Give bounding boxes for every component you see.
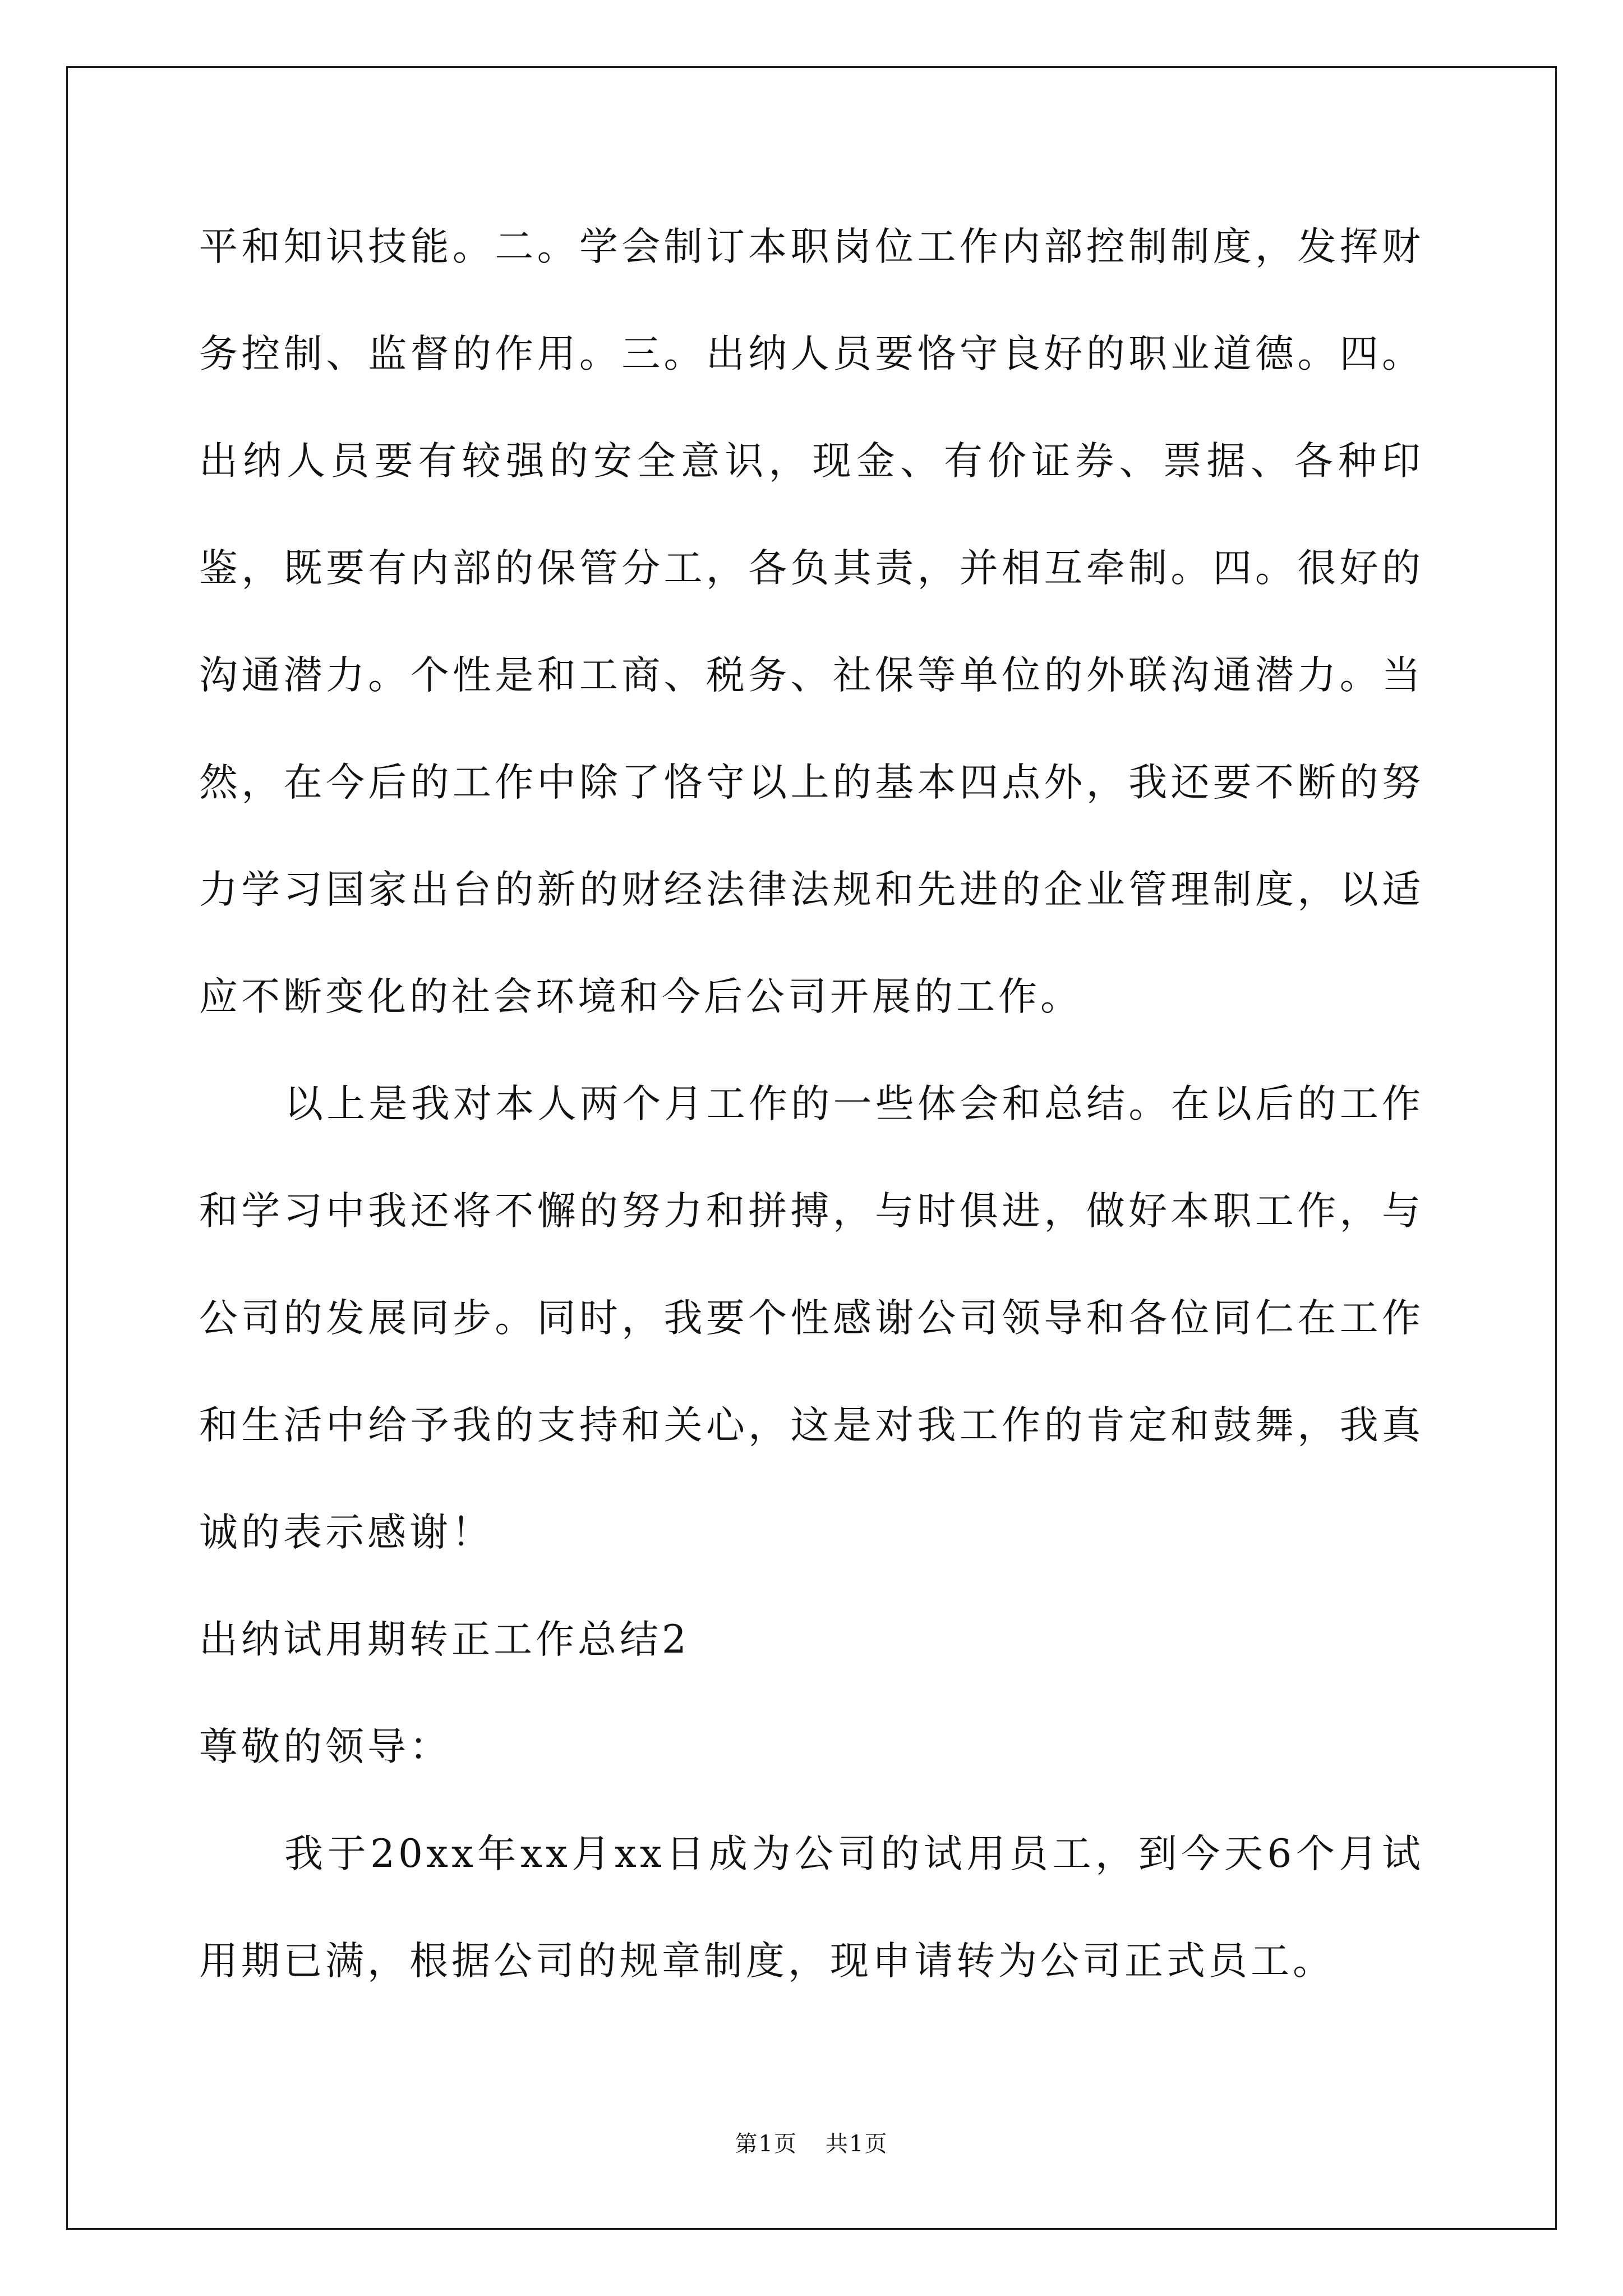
page-footer <box>0 2126 1623 2158</box>
salutation: 尊敬的领导： <box>199 1724 451 1769</box>
page-number-current: 第1页 <box>735 2131 797 2157</box>
section-heading: 出纳试用期转正工作总结2 <box>199 1617 690 1662</box>
paragraph-summary-closing: 以上是我对本人两个月工作的一些体会和总结。在以后的工作和学习中我还将不懈的努力和拼搏，与时俱进，做好本职工作，与公司的发展同步。同时，我要个性感谢公司领导和各位同仁在工作和生活中给予我的支持和关心，这是对我工作的肯定和鼓舞，我真诚的表示感谢！ <box>199 1082 1424 1555</box>
page-number-total: 共1页 <box>826 2131 888 2157</box>
paragraph-application: 我于20xx年xx月xx日成为公司的试用员工，到今天6个月试用期已满，根据公司的规章制度，现申请转为公司正式员工。 <box>199 1832 1424 1984</box>
paragraph-continuation: 平和知识技能。二。学会制订本职岗位工作内部控制制度，发挥财务控制、监督的作用。三。出纳人员要恪守良好的职业道德。四。出纳人员要有较强的安全意识，现金、有价证券、票据、各种印鉴，既要有内部的保管分工，各负其责，并相互牵制。四。很好的沟通潜力。个性是和工商、税务、社保等单位的外联沟通潜力。当然，在今后的工作中除了恪守以上的基本四点外，我还要不断的努力学习国家出台的新的财经法律法规和先进的企业管理制度，以适应不断变化的社会环境和今后公司开展的工作。 <box>199 224 1424 1019</box>
document-body <box>199 194 1424 2015</box>
